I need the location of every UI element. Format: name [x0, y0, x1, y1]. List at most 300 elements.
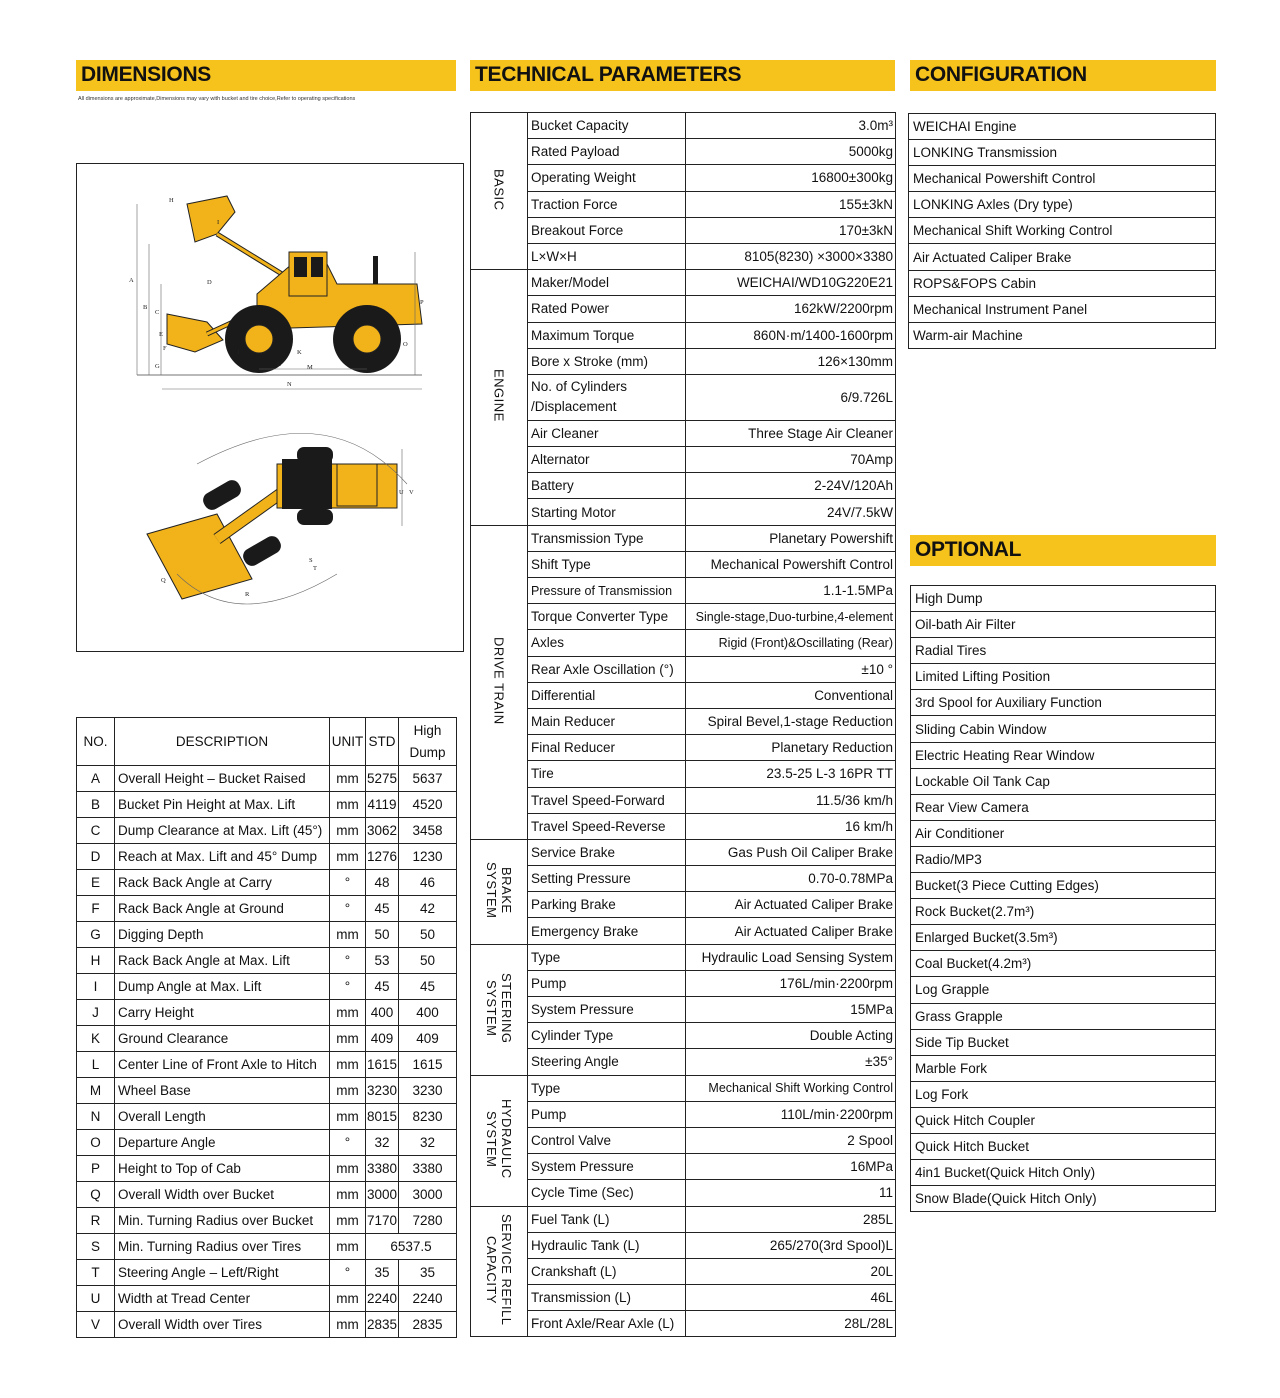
optional-item: High Dump	[911, 586, 1216, 612]
dimension-row	[77, 1208, 457, 1234]
optional-item: Rear View Camera	[911, 794, 1216, 820]
optional-item: Sliding Cabin Window	[911, 716, 1216, 742]
optional-item: Quick Hitch Bucket	[911, 1133, 1216, 1159]
figure-letter-u: U	[399, 489, 404, 496]
tech-param-name: Rated Power	[528, 296, 686, 322]
tech-param-value: 860N·m/1400-1600rpm	[686, 322, 896, 348]
tech-param-name: Rated Payload	[528, 139, 686, 165]
tech-param-value: Planetary Powershift	[686, 525, 896, 551]
dimension-row	[77, 1104, 457, 1130]
optional-table	[910, 585, 1216, 1212]
figure-letter-n: N	[287, 381, 292, 388]
tech-group-steering	[471, 944, 528, 1075]
tech-row-brake	[471, 866, 896, 892]
tech-group-basic	[471, 113, 528, 270]
tech-param-value: 20L	[686, 1258, 896, 1284]
optional-item: Marble Fork	[911, 1055, 1216, 1081]
dimension-std-value: 45	[366, 974, 399, 1000]
tech-param-name: Emergency Brake	[528, 918, 686, 944]
figure-letter-p: P	[420, 299, 424, 306]
tech-param-value: 0.70-0.78MPa	[686, 866, 896, 892]
tech-row-service	[471, 1258, 896, 1284]
tech-param-value: 23.5-25 L-3 16PR TT	[686, 761, 896, 787]
optional-row	[911, 690, 1216, 716]
configuration-banner	[910, 60, 1216, 91]
technical-title: TECHNICAL PARAMETERS	[475, 63, 742, 86]
dimension-high-dump-value: 32	[399, 1130, 457, 1156]
tech-param-value: Spiral Bevel,1-stage Reduction	[686, 708, 896, 734]
figure-letter-m: M	[307, 364, 313, 371]
tech-row-drive	[471, 604, 896, 630]
optional-row	[911, 977, 1216, 1003]
dimension-unit: mm	[330, 1312, 366, 1338]
optional-row	[911, 638, 1216, 664]
optional-item: Bucket(3 Piece Cutting Edges)	[911, 873, 1216, 899]
tech-param-name: Travel Speed-Forward	[528, 787, 686, 813]
dimension-letter: L	[77, 1052, 115, 1078]
tech-param-name: Rear Axle Oscillation (°)	[528, 656, 686, 682]
optional-item: Radio/MP3	[911, 846, 1216, 872]
dimension-high-dump-value: 45	[399, 974, 457, 1000]
tech-param-name: L×W×H	[528, 243, 686, 269]
tech-param-name: Differential	[528, 682, 686, 708]
optional-row	[911, 1081, 1216, 1107]
tech-row-basic	[471, 217, 896, 243]
tech-row-drive	[471, 682, 896, 708]
dimension-std-value: 7170	[366, 1208, 399, 1234]
configuration-item: Mechanical Shift Working Control	[909, 218, 1216, 244]
tech-row-engine	[471, 420, 896, 446]
tech-param-name-line2: /Displacement	[531, 399, 617, 415]
dimension-letter: A	[77, 766, 115, 792]
tech-row-engine	[471, 374, 896, 420]
dimension-description: Departure Angle	[115, 1130, 330, 1156]
tech-param-value: 3.0m³	[686, 113, 896, 139]
dimension-description: Width at Tread Center	[115, 1286, 330, 1312]
tech-param-name: Steering Angle	[528, 1049, 686, 1075]
optional-item: Snow Blade(Quick Hitch Only)	[911, 1186, 1216, 1212]
tech-param-value: 126×130mm	[686, 348, 896, 374]
tech-param-name: Bucket Capacity	[528, 113, 686, 139]
figure-letter-f: F	[163, 345, 167, 352]
dimension-unit: mm	[330, 766, 366, 792]
dimension-high-dump-value: 4520	[399, 792, 457, 818]
configuration-title: CONFIGURATION	[915, 63, 1087, 86]
tech-row-engine	[471, 348, 896, 374]
tech-row-steering	[471, 1049, 896, 1075]
tech-param-value: 46L	[686, 1285, 896, 1311]
dimensions-header-row	[77, 718, 457, 766]
dimension-letter: K	[77, 1026, 115, 1052]
figure-letter-v: V	[409, 489, 414, 496]
configuration-item: Mechanical Instrument Panel	[909, 296, 1216, 322]
dimension-high-dump-value: 3230	[399, 1078, 457, 1104]
dimension-std-value: 2835	[366, 1312, 399, 1338]
tech-param-value: Rigid (Front)&Oscillating (Rear)	[686, 630, 896, 656]
tech-row-engine	[471, 473, 896, 499]
optional-row	[911, 846, 1216, 872]
dimension-letter: C	[77, 818, 115, 844]
dimension-row	[77, 818, 457, 844]
dimension-unit: mm	[330, 1000, 366, 1026]
header-no: NO.	[77, 718, 115, 766]
dimension-row	[77, 1130, 457, 1156]
tech-row-drive	[471, 735, 896, 761]
tech-param-name: Crankshaft (L)	[528, 1258, 686, 1284]
tech-group-brake	[471, 839, 528, 944]
configuration-row	[909, 244, 1216, 270]
tech-row-steering	[471, 1023, 896, 1049]
tech-row-drive	[471, 708, 896, 734]
tech-row-basic	[471, 243, 896, 269]
dimension-row	[77, 948, 457, 974]
dimension-high-dump-value: 3000	[399, 1182, 457, 1208]
tech-row-steering	[471, 997, 896, 1023]
configuration-item: Warm-air Machine	[909, 322, 1216, 348]
dimension-std-value: 45	[366, 896, 399, 922]
tech-row-brake	[471, 839, 896, 865]
tech-row-engine	[471, 322, 896, 348]
tech-group-label: SERVICE REFILL CAPACITY	[484, 1214, 514, 1326]
tech-param-value: Planetary Reduction	[686, 735, 896, 761]
dimension-description: Bucket Pin Height at Max. Lift	[115, 792, 330, 818]
tech-row-engine	[471, 447, 896, 473]
tech-param-name: System Pressure	[528, 997, 686, 1023]
dimension-letter: F	[77, 896, 115, 922]
configuration-row	[909, 218, 1216, 244]
dimension-high-dump-value: 7280	[399, 1208, 457, 1234]
tech-param-value: Single-stage,Duo-turbine,4-element	[686, 604, 896, 630]
optional-item: Oil-bath Air Filter	[911, 612, 1216, 638]
configuration-item: ROPS&FOPS Cabin	[909, 270, 1216, 296]
dimension-description: Wheel Base	[115, 1078, 330, 1104]
dimension-high-dump-value: 50	[399, 948, 457, 974]
tech-param-value: WEICHAI/WD10G220E21	[686, 270, 896, 296]
tech-param-value: ±10 °	[686, 656, 896, 682]
tech-param-value: Conventional	[686, 682, 896, 708]
dimension-description: Rack Back Angle at Max. Lift	[115, 948, 330, 974]
tech-param-value: 15MPa	[686, 997, 896, 1023]
tech-param-value: Double Acting	[686, 1023, 896, 1049]
dimension-high-dump-value: 2240	[399, 1286, 457, 1312]
tech-param-value: 110L/min·2200rpm	[686, 1101, 896, 1127]
tech-row-hydraulic	[471, 1075, 896, 1101]
optional-item: Enlarged Bucket(3.5m³)	[911, 925, 1216, 951]
dimension-std-value: 35	[366, 1260, 399, 1286]
dimension-std-value: 1276	[366, 844, 399, 870]
tech-group-label: STEERING SYSTEM	[484, 972, 514, 1044]
dimension-high-dump-value: 409	[399, 1026, 457, 1052]
tech-row-brake	[471, 918, 896, 944]
tech-row-drive	[471, 551, 896, 577]
dimension-unit: mm	[330, 844, 366, 870]
dimension-unit: mm	[330, 1026, 366, 1052]
tech-param-name: Travel Speed-Reverse	[528, 813, 686, 839]
tech-param-value: Air Actuated Caliper Brake	[686, 918, 896, 944]
dimension-description: Rack Back Angle at Ground	[115, 896, 330, 922]
header-description: DESCRIPTION	[115, 718, 330, 766]
tech-param-value: Mechanical Shift Working Control	[686, 1075, 896, 1101]
tech-row-service	[471, 1232, 896, 1258]
figure-letter-j: J	[237, 349, 240, 356]
optional-row	[911, 820, 1216, 846]
tech-group-service	[471, 1206, 528, 1337]
dimension-letter: N	[77, 1104, 115, 1130]
optional-item: 4in1 Bucket(Quick Hitch Only)	[911, 1160, 1216, 1186]
dimension-std-value: 50	[366, 922, 399, 948]
dimension-std-value: 5275	[366, 766, 399, 792]
tech-param-name: Starting Motor	[528, 499, 686, 525]
dimension-row	[77, 974, 457, 1000]
tech-param-value: Three Stage Air Cleaner	[686, 420, 896, 446]
dimension-description: Reach at Max. Lift and 45° Dump	[115, 844, 330, 870]
dimension-high-dump-value: 35	[399, 1260, 457, 1286]
figure-letter-i: I	[217, 219, 220, 226]
tech-param-name: Final Reducer	[528, 735, 686, 761]
figure-letter-r: R	[245, 591, 250, 598]
tech-row-brake	[471, 892, 896, 918]
tech-row-hydraulic	[471, 1127, 896, 1153]
tech-param-name: Pressure of Transmission	[528, 578, 686, 604]
tech-param-value: 70Amp	[686, 447, 896, 473]
optional-row	[911, 742, 1216, 768]
figure-letter-t: T	[313, 565, 317, 572]
dimension-unit: °	[330, 1260, 366, 1286]
tech-param-name: Torque Converter Type	[528, 604, 686, 630]
dimension-std-value: 1615	[366, 1052, 399, 1078]
dimension-letter: J	[77, 1000, 115, 1026]
optional-row	[911, 1055, 1216, 1081]
dimension-row	[77, 1000, 457, 1026]
dimension-value-merged: 6537.5	[366, 1234, 457, 1260]
figure-letter-o: O	[403, 341, 408, 348]
dimension-high-dump-value: 3380	[399, 1156, 457, 1182]
dimension-description: Overall Length	[115, 1104, 330, 1130]
dimension-row	[77, 766, 457, 792]
tech-param-value: 6/9.726L	[686, 374, 896, 420]
tech-param-name: Control Valve	[528, 1127, 686, 1153]
tech-param-value: Air Actuated Caliper Brake	[686, 892, 896, 918]
dimension-description: Rack Back Angle at Carry	[115, 870, 330, 896]
tech-group-engine	[471, 270, 528, 526]
tech-param-value: 1.1-1.5MPa	[686, 578, 896, 604]
tech-row-drive	[471, 578, 896, 604]
tech-row-service	[471, 1311, 896, 1337]
tech-param-name: Service Brake	[528, 839, 686, 865]
tech-row-service	[471, 1285, 896, 1311]
dimension-std-value: 4119	[366, 792, 399, 818]
technical-banner	[470, 60, 895, 91]
configuration-item: Air Actuated Caliper Brake	[909, 244, 1216, 270]
dimension-letter: E	[77, 870, 115, 896]
tech-row-engine	[471, 270, 896, 296]
dimension-high-dump-value: 2835	[399, 1312, 457, 1338]
header-std: STD	[366, 718, 399, 766]
optional-item: Log Fork	[911, 1081, 1216, 1107]
dimension-unit: mm	[330, 1104, 366, 1130]
dimension-std-value: 409	[366, 1026, 399, 1052]
tech-param-value: 16 km/h	[686, 813, 896, 839]
optional-row	[911, 664, 1216, 690]
dimension-row	[77, 1182, 457, 1208]
tech-param-value: 16800±300kg	[686, 165, 896, 191]
configuration-row	[909, 166, 1216, 192]
dimension-row	[77, 896, 457, 922]
optional-row	[911, 586, 1216, 612]
dimension-description: Carry Height	[115, 1000, 330, 1026]
dimension-description: Center Line of Front Axle to Hitch	[115, 1052, 330, 1078]
tech-param-value: 265/270(3rd Spool)L	[686, 1232, 896, 1258]
dimension-unit: mm	[330, 818, 366, 844]
figure-letter-h: H	[169, 197, 174, 204]
tech-group-label: HYDRAULIC SYSTEM	[484, 1099, 514, 1179]
figure-letter-g: G	[155, 363, 160, 370]
tech-param-value: 170±3kN	[686, 217, 896, 243]
dimension-unit: °	[330, 948, 366, 974]
tech-group-label: DRIVE TRAIN	[491, 636, 507, 725]
dimension-description: Dump Angle at Max. Lift	[115, 974, 330, 1000]
dimension-unit: mm	[330, 792, 366, 818]
configuration-item: WEICHAI Engine	[909, 114, 1216, 140]
loader-dimension-figure	[76, 163, 464, 652]
configuration-row	[909, 192, 1216, 218]
optional-row	[911, 1186, 1216, 1212]
loader-drawings	[77, 164, 465, 653]
header-high-line1: High	[413, 722, 442, 738]
configuration-row	[909, 140, 1216, 166]
tech-param-name: Maximum Torque	[528, 322, 686, 348]
figure-letter-a: A	[129, 277, 134, 284]
dimension-row	[77, 1026, 457, 1052]
tech-row-basic	[471, 139, 896, 165]
figure-letter-q: Q	[161, 577, 166, 584]
dimension-letter: P	[77, 1156, 115, 1182]
tech-group-label: BASIC	[491, 168, 507, 211]
tech-param-value: 5000kg	[686, 139, 896, 165]
optional-row	[911, 1029, 1216, 1055]
configuration-item: Mechanical Powershift Control	[909, 166, 1216, 192]
optional-row	[911, 794, 1216, 820]
dimension-description: Ground Clearance	[115, 1026, 330, 1052]
tech-row-hydraulic	[471, 1101, 896, 1127]
dimension-row	[77, 792, 457, 818]
dimension-std-value: 3000	[366, 1182, 399, 1208]
tech-param-name: Axles	[528, 630, 686, 656]
optional-item: Lockable Oil Tank Cap	[911, 768, 1216, 794]
tech-group-drive	[471, 525, 528, 839]
optional-item: Coal Bucket(4.2m³)	[911, 951, 1216, 977]
dimension-std-value: 400	[366, 1000, 399, 1026]
optional-row	[911, 768, 1216, 794]
dimensions-title: DIMENSIONS	[81, 63, 212, 86]
header-high-dump	[399, 718, 457, 766]
optional-item: Electric Heating Rear Window	[911, 742, 1216, 768]
dimension-description: Dump Clearance at Max. Lift (45°)	[115, 818, 330, 844]
dimension-description: Overall Width over Tires	[115, 1312, 330, 1338]
dimension-std-value: 53	[366, 948, 399, 974]
tech-param-name: Air Cleaner	[528, 420, 686, 446]
dimension-row	[77, 1052, 457, 1078]
tech-param-value: 2-24V/120Ah	[686, 473, 896, 499]
tech-param-value: Mechanical Powershift Control	[686, 551, 896, 577]
configuration-row	[909, 270, 1216, 296]
dimension-std-value: 32	[366, 1130, 399, 1156]
dimension-unit: mm	[330, 1156, 366, 1182]
dimension-unit: mm	[330, 1234, 366, 1260]
dimension-high-dump-value: 50	[399, 922, 457, 948]
optional-row	[911, 899, 1216, 925]
tech-row-engine	[471, 296, 896, 322]
tech-param-name: Transmission (L)	[528, 1285, 686, 1311]
optional-item: Grass Grapple	[911, 1003, 1216, 1029]
tech-row-steering	[471, 970, 896, 996]
tech-row-steering	[471, 944, 896, 970]
optional-item: Side Tip Bucket	[911, 1029, 1216, 1055]
dimension-row	[77, 844, 457, 870]
tech-param-name: Transmission Type	[528, 525, 686, 551]
loader-top-view	[147, 433, 407, 604]
dimension-high-dump-value: 8230	[399, 1104, 457, 1130]
dimension-std-value: 3062	[366, 818, 399, 844]
dimension-std-value: 3230	[366, 1078, 399, 1104]
dimension-letter: H	[77, 948, 115, 974]
tech-param-name: Parking Brake	[528, 892, 686, 918]
dimension-high-dump-value: 5637	[399, 766, 457, 792]
dimension-unit: °	[330, 974, 366, 1000]
configuration-row	[909, 114, 1216, 140]
optional-item: Radial Tires	[911, 638, 1216, 664]
dimension-row	[77, 1286, 457, 1312]
optional-row	[911, 716, 1216, 742]
tech-param-name: Pump	[528, 970, 686, 996]
tech-param-name: Setting Pressure	[528, 866, 686, 892]
dimension-letter: G	[77, 922, 115, 948]
dimension-letter: S	[77, 1234, 115, 1260]
figure-letter-s: S	[309, 557, 313, 564]
optional-row	[911, 1003, 1216, 1029]
tech-param-value: 285L	[686, 1206, 896, 1232]
tech-param-value: Gas Push Oil Caliper Brake	[686, 839, 896, 865]
dimension-description: Digging Depth	[115, 922, 330, 948]
tech-param-value: 24V/7.5kW	[686, 499, 896, 525]
tech-row-hydraulic	[471, 1180, 896, 1206]
dimension-high-dump-value: 3458	[399, 818, 457, 844]
optional-row	[911, 873, 1216, 899]
dimensions-table	[76, 717, 457, 1338]
tech-group-hydraulic	[471, 1075, 528, 1206]
tech-row-engine	[471, 499, 896, 525]
tech-param-value: Hydraulic Load Sensing System	[686, 944, 896, 970]
dimension-description: Steering Angle – Left/Right	[115, 1260, 330, 1286]
technical-parameters-table	[470, 112, 896, 1337]
dimension-letter: Q	[77, 1182, 115, 1208]
tech-param-name: Main Reducer	[528, 708, 686, 734]
tech-param-value: 8105(8230) ×3000×3380	[686, 243, 896, 269]
tech-row-basic	[471, 191, 896, 217]
tech-param-name	[528, 374, 686, 420]
tech-param-value: 162kW/2200rpm	[686, 296, 896, 322]
dimension-description: Overall Height – Bucket Raised	[115, 766, 330, 792]
dimension-high-dump-value: 1615	[399, 1052, 457, 1078]
dimension-high-dump-value: 46	[399, 870, 457, 896]
optional-title: OPTIONAL	[915, 538, 1022, 561]
dimension-std-value: 3380	[366, 1156, 399, 1182]
tech-param-value: 155±3kN	[686, 191, 896, 217]
tech-row-drive	[471, 525, 896, 551]
header-unit: UNIT	[330, 718, 366, 766]
tech-param-name: Maker/Model	[528, 270, 686, 296]
dimension-std-value: 2240	[366, 1286, 399, 1312]
